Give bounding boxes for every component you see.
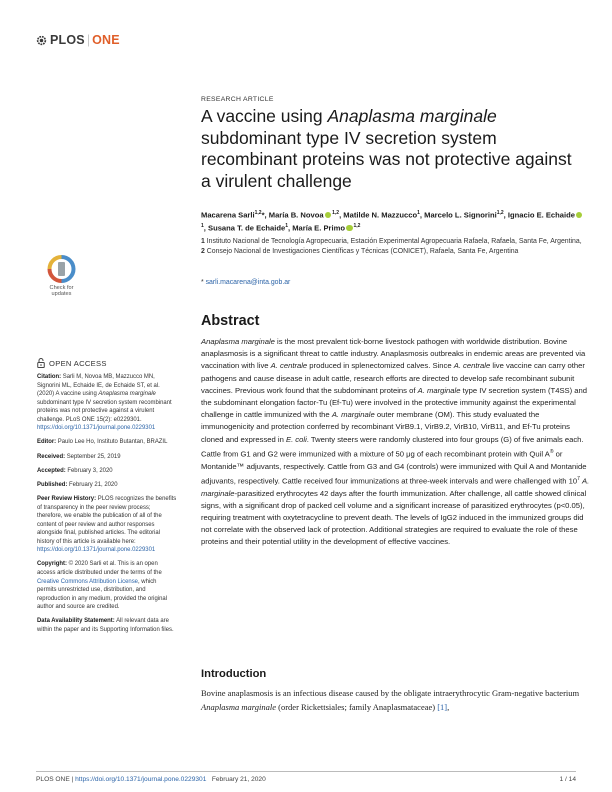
author-name[interactable]: , Susana T. de Echaide [203, 223, 286, 233]
author-affil-sup: 1 [201, 223, 204, 230]
author-name[interactable]: , María B. Novoa [264, 210, 324, 220]
footer-journal: PLOS ONE [36, 776, 70, 783]
meta-label: Citation: [37, 374, 62, 380]
meta-label: Accepted: [37, 467, 66, 474]
orcid-icon[interactable] [576, 212, 583, 219]
abstract-text: produced in splenectomized calves. Since [307, 361, 454, 371]
meta-text: , which permits unrestricted use, distribution, and reproduction in any medium, provided the original author and source are credited. [37, 578, 168, 611]
author-affil-sup: 1,2 [496, 210, 504, 216]
abstract-italic: A. marginale [201, 476, 590, 498]
abstract-text: . Twenty steers were randomly clustered into four groups (G) of five animals each. Cattle from G1 and G2 were immunized with a mixture of 50 μg of each recombinant protein with Quil A [201, 434, 584, 459]
meta-label: Editor: [37, 439, 57, 446]
intro-text: , [447, 702, 450, 712]
introduction-heading: Introduction [201, 668, 267, 680]
author-list [201, 208, 586, 234]
title-part: A vaccine using [201, 106, 328, 126]
abstract-text: outer membrane (OM). This study evaluated the immunogenicity and protection conferred by recombinant VirB9.1, VirB9.2, VirB10, VirB11, and Ef-Tu proteins cloned and expressed in [201, 410, 570, 444]
abstract-italic: A. centrale [270, 361, 308, 371]
meta-text: © 2020 Sarli et al. This is an open access article distributed under the terms of the [37, 561, 162, 576]
open-access-label [37, 358, 107, 368]
affil-text: Consejo Nacional de Investigaciones Científicas y Técnicas (CONICET), Rafaela, Santa Fe, Argentina [204, 247, 519, 255]
abstract-italic: Anaplasma marginale [201, 337, 275, 346]
meta-text: All relevant data are within the paper and its Supporting Information files. [37, 618, 174, 633]
meta-text: Anaplasma marginale [98, 391, 156, 398]
meta-label: Data Availability Statement: [37, 618, 115, 625]
abstract-italic: A. centrale [453, 361, 491, 371]
abstract-sup: 7 [577, 475, 580, 482]
badge-line: Check for [49, 285, 74, 291]
meta-text: Sarli M, Novoa MB, Mazzucco MN, Signorini ML, Echaide IE, de Echaide ST, et al. (2020) A vaccine using [37, 374, 160, 398]
abstract-text: or Montanide™ adjuvants, respectively. Cattle from G3 and G4 (controls) were immunized with Quil A and Montanide adjuvants, respectively. Cattle received four immunizations at three-week intervals and were challenged with 10 [201, 449, 587, 486]
meta-label: Copyright: [37, 561, 68, 568]
correspondence-email [201, 279, 290, 286]
author-name[interactable]: , María E. Primo [288, 223, 345, 233]
author-affil-sup: 1,2 [353, 223, 361, 230]
editor-block [37, 438, 177, 447]
orcid-icon[interactable] [325, 212, 332, 219]
author-affil-sup: 1 [285, 223, 289, 230]
footer-separator: | [69, 776, 76, 783]
article-title [201, 106, 581, 192]
author-name[interactable]: , Matilde N. Mazzucco [339, 210, 418, 220]
affil-number: 2 [201, 247, 205, 255]
accepted-block [37, 467, 177, 476]
open-access-text: OPEN ACCESS [49, 358, 107, 368]
footer-divider [36, 771, 576, 772]
abstract-text: type IV secretion system (T4SS) and the subdominant elongation factor-Tu (Ef-Tu) were involved in the protective immunity against the experimental challenge in cattle immunized with the [201, 385, 588, 420]
abstract-text: live vaccine can carry other pathogens and cause disease in adult cattle, research efforts are directed to develop safe recombinant subunit vaccines. Previous work found that the subdominant proteins of [201, 361, 585, 395]
title-species: Anaplasma marginale [327, 106, 497, 126]
intro-text: Bovine anaplasmosis is an infectious disease caused by the obligate intraerythrocytic Gram-negative bacterium [201, 688, 580, 698]
published-block [37, 481, 177, 490]
meta-text: September 25, 2019 [65, 453, 121, 460]
author-name[interactable]: Macarena Sarli [201, 210, 255, 220]
check-for-updates-badge[interactable] [40, 254, 83, 307]
abstract-italic: A. marginale [417, 385, 461, 395]
journal-logo[interactable] [36, 33, 120, 47]
check-updates-label [40, 285, 83, 298]
abstract-text: is the most prevalent tick-borne livestock pathogen with worldwide distribution. Bovine anaplasmosis is a significant threat to cattle industry. Anaplasmosis outbreaks in endemic areas are prevented via vaccination with live [201, 337, 586, 371]
plos-gear-icon [36, 35, 47, 46]
intro-italic: Anaplasma marginale [201, 702, 277, 712]
author-affil-sup: 1 [417, 210, 420, 216]
email-asterisk: * [201, 279, 206, 286]
orcid-icon[interactable] [346, 225, 353, 232]
corresponding-mark: * [261, 210, 265, 220]
copyright-block [37, 560, 177, 611]
logo-separator: | [86, 33, 91, 47]
intro-text: (order Rickettsiales; family Anaplasmataceae) [276, 702, 438, 712]
footer-citation [36, 776, 266, 783]
affil-text: Instituto Nacional de Tecnología Agropecuaria, Estación Experimental Agropecuaria Rafaela, Rafaela, Santa Fe, Argentina, [204, 238, 582, 245]
author-affil-sup: 1,2 [254, 210, 262, 216]
footer-date: February 21, 2020 [206, 776, 266, 783]
meta-text: February 21, 2020 [67, 481, 118, 488]
affil-number: 1 [201, 238, 205, 245]
logo-one-text: ONE [92, 33, 120, 47]
check-updates-icon [40, 254, 83, 284]
data-availability-block [37, 617, 177, 634]
article-type-label: RESEARCH ARTICLE [201, 96, 274, 103]
meta-label: Published: [37, 481, 68, 488]
citation-block [37, 373, 177, 433]
reference-link[interactable]: [1] [437, 702, 448, 712]
abstract-body [201, 336, 591, 549]
meta-text: February 3, 2020 [65, 467, 113, 474]
introduction-body [201, 686, 586, 714]
meta-label: Peer Review History: [37, 495, 97, 502]
badge-line: updates [51, 291, 72, 298]
license-link[interactable]: Creative Commons Attribution License [37, 578, 138, 585]
received-block [37, 453, 177, 462]
footer-doi-link[interactable]: https://doi.org/10.1371/journal.pone.0229301 [75, 776, 207, 783]
email-link[interactable]: sarli.macarena@inta.gob.ar [205, 279, 291, 286]
meta-text: Paulo Lee Ho, Instituto Butantan, BRAZIL [56, 439, 168, 446]
abstract-italic: E. coli [285, 434, 307, 444]
peer-review-block [37, 495, 177, 555]
meta-text: PLOS recognizes the benefits of transparency in the peer review process; therefore, we enable the publication of all of the content of peer review and author responses alongside final, published articles. The editorial history of this article is available here: [37, 495, 177, 545]
author-affil-sup: 1,2 [332, 210, 340, 216]
abstract-heading: Abstract [201, 313, 260, 329]
abstract-italic: A. marginale [331, 410, 375, 420]
title-part: subdominant type IV secretion system recombinant proteins was not protective against a virulent challenge [201, 127, 572, 191]
abstract-text: -parasitized erythrocytes 42 days after the fourth immunization. After challenge, all cattle showed clinical signs, with a significant drop of packed cell volume and a significant increase of parasitized erythrocytes (p<0.05), requiring treatment with oxytetracycline to prevent death. The levels of IgG2 induced in the immunized groups did not correlate with the observed lack of protection. Additional strategies are required to evaluate the role of these proteins and their potential utility in the development of effective vaccines. [201, 488, 587, 547]
meta-label: Received: [37, 453, 66, 460]
open-lock-icon [37, 358, 45, 368]
article-metadata-sidebar [37, 373, 177, 640]
meta-text: subdominant type IV secretion system recombinant proteins was not protective against a virulent challenge. PLoS ONE 15(2): e0229301. [37, 399, 172, 423]
logo-plos-text: PLOS [50, 33, 85, 47]
abstract-sup: ® [549, 448, 554, 455]
author-name[interactable]: , Ignacio E. Echaide [503, 210, 575, 220]
page-number: 1 / 14 [559, 776, 576, 783]
author-name[interactable]: , Marcelo L. Signorini [419, 210, 497, 220]
citation-doi-link[interactable]: https://doi.org/10.1371/journal.pone.0229301 [37, 425, 156, 432]
affiliations [201, 237, 586, 256]
peer-review-link[interactable]: https://doi.org/10.1371/journal.pone.0229301 [37, 547, 156, 554]
